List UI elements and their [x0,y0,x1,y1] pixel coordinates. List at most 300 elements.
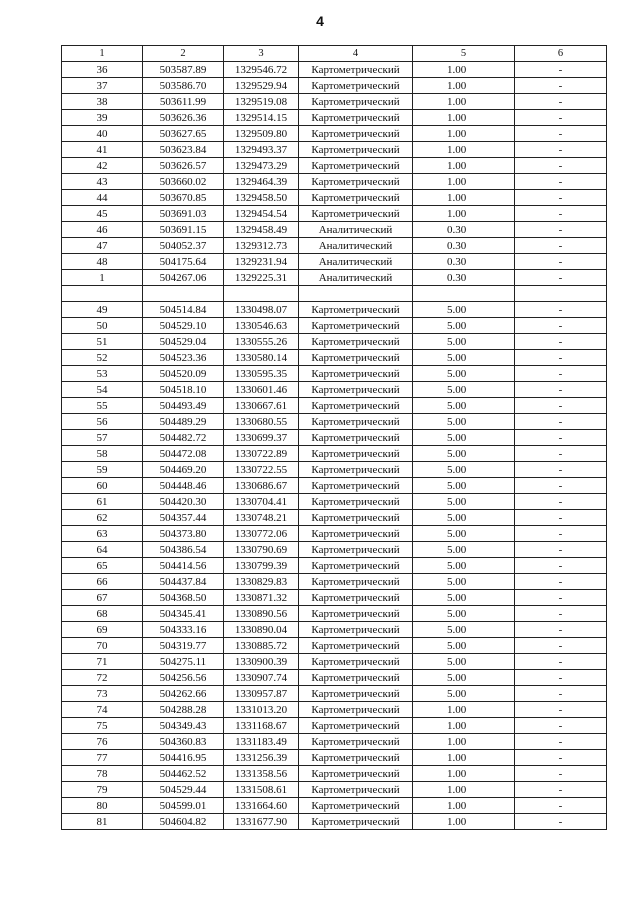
cell-point-number: 72 [62,670,143,686]
cell-method: Картометрический [299,622,413,638]
cell-description: - [515,814,607,830]
cell-x: 504518.10 [143,382,224,398]
cell-accuracy: 5.00 [413,686,515,702]
cell-description: - [515,334,607,350]
cell-point-number: 58 [62,446,143,462]
cell-method: Картометрический [299,446,413,462]
cell-method: Картометрический [299,590,413,606]
cell-description: - [515,366,607,382]
cell-accuracy: 5.00 [413,382,515,398]
cell-point-number: 57 [62,430,143,446]
table-row [62,798,607,814]
cell-x: 504333.16 [143,622,224,638]
cell-y: 1330748.21 [224,510,299,526]
cell-point-number: 78 [62,766,143,782]
cell-point-number: 79 [62,782,143,798]
table-row [62,142,607,158]
cell-x: 503691.15 [143,222,224,238]
cell-accuracy: 5.00 [413,510,515,526]
cell-x: 504267.06 [143,270,224,286]
cell-description: - [515,222,607,238]
cell-y: 1330704.41 [224,494,299,510]
table-row [62,542,607,558]
cell-point-number: 68 [62,606,143,622]
cell-point-number: 44 [62,190,143,206]
cell-accuracy: 1.00 [413,734,515,750]
cell-point-number: 75 [62,718,143,734]
cell-method: Картометрический [299,462,413,478]
cell-y: 1330601.46 [224,382,299,398]
cell-x: 503623.84 [143,142,224,158]
cell-description: - [515,670,607,686]
cell-method: Картометрический [299,734,413,750]
cell-point-number: 45 [62,206,143,222]
table-row [62,782,607,798]
table-row [62,270,607,286]
cell-y: 1331013.20 [224,702,299,718]
cell-y: 1330957.87 [224,686,299,702]
cell-method: Картометрический [299,142,413,158]
cell-point-number: 69 [62,622,143,638]
cell-accuracy: 1.00 [413,174,515,190]
cell-accuracy: 1.00 [413,110,515,126]
cell-accuracy: 5.00 [413,318,515,334]
cell-method: Картометрический [299,190,413,206]
cell-description: - [515,398,607,414]
cell-description: - [515,254,607,270]
cell-accuracy: 1.00 [413,158,515,174]
cell-point-number: 61 [62,494,143,510]
cell-x: 504256.56 [143,670,224,686]
header-cell-y: 3 [224,46,299,62]
table-row [62,366,607,382]
cell-point-number: 43 [62,174,143,190]
table-row [62,510,607,526]
table-row [62,414,607,430]
cell-y: 1331358.56 [224,766,299,782]
cell-accuracy: 0.30 [413,254,515,270]
cell-point-number: 50 [62,318,143,334]
cell-x: 504288.28 [143,702,224,718]
cell-x: 503626.36 [143,110,224,126]
cell-description: - [515,526,607,542]
cell-method: Картометрический [299,318,413,334]
cell-method: Картометрический [299,158,413,174]
cell-point-number: 60 [62,478,143,494]
cell-point-number: 63 [62,526,143,542]
cell-method: Картометрический [299,542,413,558]
cell-accuracy: 1.00 [413,206,515,222]
cell-y: 1330829.83 [224,574,299,590]
cell-y: 1329519.08 [224,94,299,110]
cell-x: 504420.30 [143,494,224,510]
table-row [62,382,607,398]
cell-description: - [515,126,607,142]
cell-x: 503626.57 [143,158,224,174]
cell-method: Картометрический [299,94,413,110]
table-row [62,766,607,782]
cell-accuracy: 5.00 [413,574,515,590]
cell-accuracy: 5.00 [413,366,515,382]
table-row [62,350,607,366]
cell-y: 1329546.72 [224,62,299,78]
cell-method: Картометрический [299,414,413,430]
cell-point-number: 76 [62,734,143,750]
cell-point-number: 1 [62,270,143,286]
cell-method: Аналитический [299,238,413,254]
cell-description: - [515,174,607,190]
cell-y: 1329464.39 [224,174,299,190]
header-cell-x: 2 [143,46,224,62]
cell-accuracy: 5.00 [413,654,515,670]
cell-y: 1330907.74 [224,670,299,686]
cell-description: - [515,494,607,510]
cell-description: - [515,110,607,126]
cell-y: 1330871.32 [224,590,299,606]
cell-description: - [515,430,607,446]
cell-x: 504175.64 [143,254,224,270]
cell-method: Картометрический [299,782,413,798]
cell-point-number: 59 [62,462,143,478]
cell-y: 1330699.37 [224,430,299,446]
cell-point-number: 41 [62,142,143,158]
table-row [62,814,607,830]
cell-accuracy: 5.00 [413,606,515,622]
cell-accuracy: 1.00 [413,798,515,814]
header-cell-description: 6 [515,46,607,62]
cell-y: 1329509.80 [224,126,299,142]
cell-accuracy: 1.00 [413,782,515,798]
table-row [62,574,607,590]
cell-point-number: 73 [62,686,143,702]
cell-description: - [515,190,607,206]
cell-description: - [515,718,607,734]
cell-accuracy: 1.00 [413,766,515,782]
cell-y: 1329529.94 [224,78,299,94]
cell-y: 1329493.37 [224,142,299,158]
cell-y: 1329312.73 [224,238,299,254]
cell-point-number: 46 [62,222,143,238]
cell-x: 504489.29 [143,414,224,430]
cell-y: 1331256.39 [224,750,299,766]
cell-point-number: 81 [62,814,143,830]
cell-method: Картометрический [299,382,413,398]
cell-method: Картометрический [299,334,413,350]
cell-accuracy [413,286,515,302]
cell-method: Картометрический [299,750,413,766]
cell-y: 1330790.69 [224,542,299,558]
cell-description: - [515,574,607,590]
cell-point-number: 77 [62,750,143,766]
cell-method: Картометрический [299,702,413,718]
cell-y: 1330686.67 [224,478,299,494]
cell-method: Картометрический [299,574,413,590]
cell-accuracy: 5.00 [413,414,515,430]
cell-point-number: 67 [62,590,143,606]
cell-method: Картометрический [299,62,413,78]
header-cell-method: 4 [299,46,413,62]
cell-accuracy: 1.00 [413,94,515,110]
table-row [62,158,607,174]
cell-method: Картометрический [299,206,413,222]
cell-x: 504360.83 [143,734,224,750]
table-row [62,126,607,142]
cell-accuracy: 5.00 [413,526,515,542]
cell-description: - [515,270,607,286]
cell-y: 1330799.39 [224,558,299,574]
table-row [62,686,607,702]
cell-method: Картометрический [299,174,413,190]
cell-point-number: 38 [62,94,143,110]
cell-method: Картометрический [299,494,413,510]
table-row [62,190,607,206]
cell-description: - [515,766,607,782]
cell-x [143,286,224,302]
cell-y: 1330595.35 [224,366,299,382]
table-row [62,222,607,238]
cell-x: 504349.43 [143,718,224,734]
cell-accuracy: 5.00 [413,446,515,462]
table-row [62,654,607,670]
cell-point-number: 37 [62,78,143,94]
cell-x: 503627.65 [143,126,224,142]
table-row [62,462,607,478]
cell-y: 1329231.94 [224,254,299,270]
cell-accuracy: 1.00 [413,702,515,718]
cell-x: 504529.44 [143,782,224,798]
table-row [62,750,607,766]
cell-description: - [515,542,607,558]
cell-accuracy: 5.00 [413,334,515,350]
cell-accuracy: 1.00 [413,62,515,78]
cell-point-number: 70 [62,638,143,654]
cell-y: 1330580.14 [224,350,299,366]
cell-x: 504416.95 [143,750,224,766]
cell-description: - [515,734,607,750]
cell-method: Картометрический [299,606,413,622]
table-row [62,622,607,638]
cell-y: 1329458.50 [224,190,299,206]
cell-x: 504275.11 [143,654,224,670]
cell-accuracy: 1.00 [413,750,515,766]
table-row [62,590,607,606]
cell-method: Картометрический [299,798,413,814]
table-header-row [62,46,607,62]
cell-x: 504482.72 [143,430,224,446]
cell-y: 1330546.63 [224,318,299,334]
cell-x: 503587.89 [143,62,224,78]
cell-point-number: 62 [62,510,143,526]
table-row [62,302,607,318]
cell-description: - [515,750,607,766]
cell-point-number: 56 [62,414,143,430]
cell-point-number: 74 [62,702,143,718]
cell-accuracy: 1.00 [413,126,515,142]
cell-accuracy: 5.00 [413,622,515,638]
cell-description: - [515,318,607,334]
cell-y: 1331183.49 [224,734,299,750]
cell-x: 504437.84 [143,574,224,590]
cell-description: - [515,478,607,494]
table-row [62,206,607,222]
cell-accuracy: 5.00 [413,590,515,606]
cell-description: - [515,558,607,574]
cell-y [224,286,299,302]
cell-accuracy: 1.00 [413,814,515,830]
cell-x: 504520.09 [143,366,224,382]
cell-method: Картометрический [299,302,413,318]
cell-y: 1329454.54 [224,206,299,222]
cell-y: 1329473.29 [224,158,299,174]
cell-y: 1331508.61 [224,782,299,798]
cell-x: 504529.04 [143,334,224,350]
cell-description: - [515,446,607,462]
table-row [62,558,607,574]
table-row [62,78,607,94]
cell-point-number: 53 [62,366,143,382]
cell-point-number: 36 [62,62,143,78]
cell-accuracy: 5.00 [413,558,515,574]
cell-y: 1329225.31 [224,270,299,286]
table-row [62,734,607,750]
cell-description: - [515,62,607,78]
cell-accuracy: 5.00 [413,638,515,654]
cell-method: Картометрический [299,638,413,654]
cell-description: - [515,302,607,318]
cell-point-number: 49 [62,302,143,318]
cell-method: Аналитический [299,254,413,270]
cell-y: 1329514.15 [224,110,299,126]
cell-point-number: 71 [62,654,143,670]
cell-y: 1329458.49 [224,222,299,238]
table-row [62,702,607,718]
cell-x: 504368.50 [143,590,224,606]
cell-method: Картометрический [299,510,413,526]
coordinates-table [61,45,607,830]
cell-method: Картометрический [299,526,413,542]
cell-description: - [515,414,607,430]
cell-x: 504319.77 [143,638,224,654]
table-row [62,254,607,270]
cell-description: - [515,702,607,718]
cell-x: 504414.56 [143,558,224,574]
table-row [62,446,607,462]
cell-point-number: 51 [62,334,143,350]
cell-point-number: 64 [62,542,143,558]
cell-method: Картометрический [299,686,413,702]
cell-method: Картометрический [299,78,413,94]
cell-description: - [515,638,607,654]
cell-description: - [515,78,607,94]
table-row [62,638,607,654]
cell-y: 1330555.26 [224,334,299,350]
table-row [62,334,607,350]
cell-point-number: 55 [62,398,143,414]
cell-accuracy: 0.30 [413,270,515,286]
cell-point-number: 40 [62,126,143,142]
table-row [62,494,607,510]
cell-x: 504052.37 [143,238,224,254]
cell-x: 503586.70 [143,78,224,94]
cell-x: 504529.10 [143,318,224,334]
cell-accuracy: 5.00 [413,350,515,366]
cell-y: 1331664.60 [224,798,299,814]
cell-method: Аналитический [299,270,413,286]
cell-x: 504523.36 [143,350,224,366]
cell-description: - [515,782,607,798]
cell-x: 504357.44 [143,510,224,526]
cell-accuracy: 5.00 [413,462,515,478]
table-row [62,62,607,78]
table-row [62,606,607,622]
cell-description: - [515,350,607,366]
cell-method: Картометрический [299,814,413,830]
cell-method: Картометрический [299,126,413,142]
cell-description: - [515,206,607,222]
cell-method: Картометрический [299,558,413,574]
cell-x: 504599.01 [143,798,224,814]
cell-y: 1330890.56 [224,606,299,622]
table-row [62,318,607,334]
cell-method: Картометрический [299,398,413,414]
cell-description: - [515,238,607,254]
cell-accuracy: 5.00 [413,478,515,494]
cell-point-number: 66 [62,574,143,590]
header-cell-accuracy: 5 [413,46,515,62]
table-row [62,94,607,110]
cell-method: Картометрический [299,766,413,782]
cell-x: 504462.52 [143,766,224,782]
cell-method: Картометрический [299,670,413,686]
cell-y: 1330722.89 [224,446,299,462]
cell-accuracy: 5.00 [413,670,515,686]
cell-y: 1331677.90 [224,814,299,830]
page-number: 4 [316,13,324,29]
cell-x: 504373.80 [143,526,224,542]
cell-method: Картометрический [299,718,413,734]
header-cell-point-number: 1 [62,46,143,62]
cell-method: Картометрический [299,350,413,366]
cell-y: 1330498.07 [224,302,299,318]
table-row [62,478,607,494]
cell-description [515,286,607,302]
cell-x: 504262.66 [143,686,224,702]
cell-x: 504448.46 [143,478,224,494]
cell-accuracy: 1.00 [413,78,515,94]
cell-point-number [62,286,143,302]
cell-description: - [515,590,607,606]
cell-x: 504604.82 [143,814,224,830]
cell-description: - [515,462,607,478]
cell-point-number: 80 [62,798,143,814]
cell-accuracy: 5.00 [413,398,515,414]
cell-x: 504345.41 [143,606,224,622]
cell-y: 1330722.55 [224,462,299,478]
cell-y: 1331168.67 [224,718,299,734]
cell-accuracy: 5.00 [413,542,515,558]
cell-x: 503670.85 [143,190,224,206]
cell-description: - [515,158,607,174]
cell-accuracy: 0.30 [413,238,515,254]
cell-accuracy: 1.00 [413,718,515,734]
cell-description: - [515,654,607,670]
cell-method [299,286,413,302]
cell-y: 1330890.04 [224,622,299,638]
cell-x: 504386.54 [143,542,224,558]
cell-x: 503660.02 [143,174,224,190]
cell-x: 504493.49 [143,398,224,414]
table-row [62,110,607,126]
